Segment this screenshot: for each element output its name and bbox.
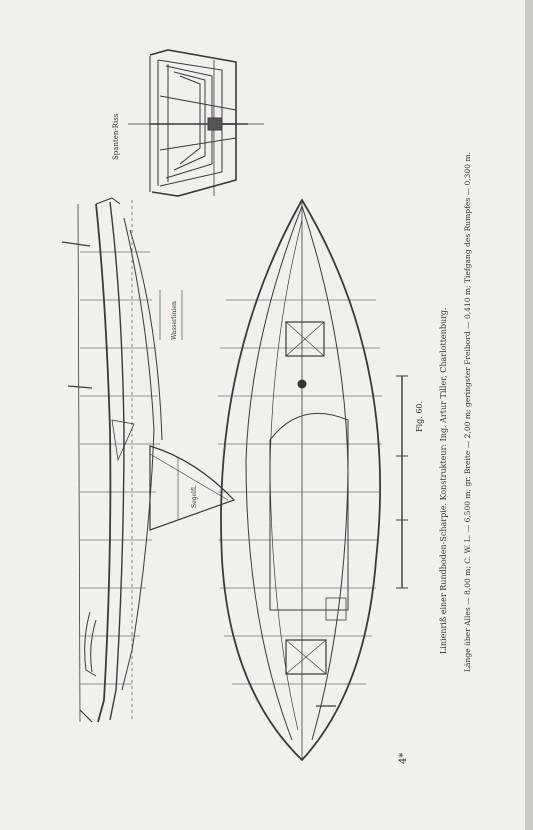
scale-bar bbox=[396, 376, 408, 588]
profile-plan bbox=[62, 198, 234, 722]
waterline-label: Wasserlinien bbox=[171, 301, 178, 340]
page-number: 4* bbox=[398, 752, 409, 764]
figure-dimensions: Länge über Alles — 8,00 m; C. W. L. — 6,500 m; gr. Breite — 2,00 m; geringster Freibord — 0,410 m; Tiefgang des Rumpfes — 0,300 m. bbox=[464, 188, 472, 672]
body-plan-label: Spanten-Riss bbox=[112, 113, 120, 160]
sail-area-label: Segelfl. bbox=[191, 485, 198, 508]
half-breadth-plan bbox=[218, 200, 382, 760]
body-plan bbox=[128, 50, 264, 196]
figure-label: Fig. 60. bbox=[415, 400, 424, 432]
figure-title: Linienriß einer Rundboden-Scharpie. Konstrukteur: Ing. Artur Tiller, Charlottenburg. bbox=[439, 307, 448, 654]
